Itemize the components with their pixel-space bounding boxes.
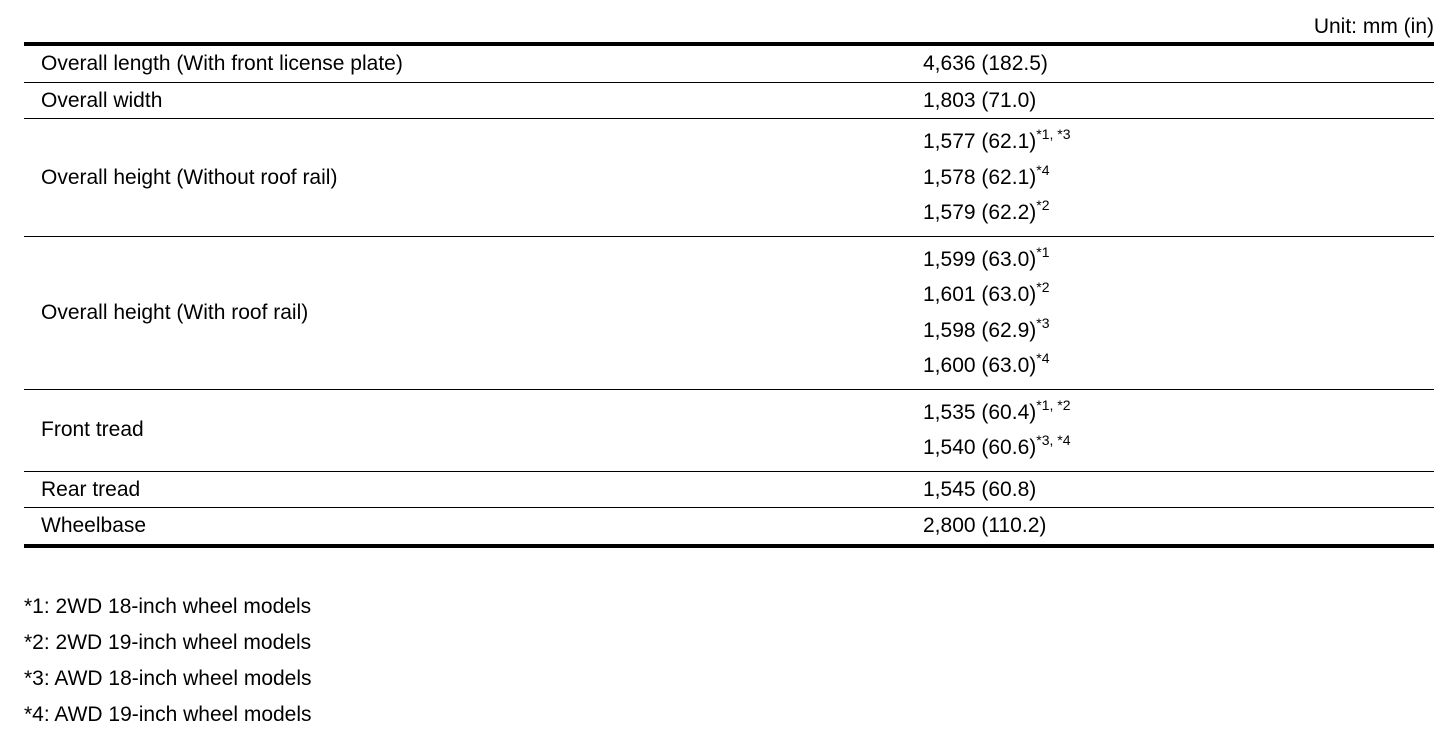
value-text: 1,545 (60.8) xyxy=(923,477,1037,501)
row-value xyxy=(923,472,1434,508)
row-value xyxy=(923,348,1434,384)
footnote: *2: 2WD 19-inch wheel models xyxy=(24,631,312,654)
row-value xyxy=(923,124,1434,160)
row-value xyxy=(923,242,1434,278)
footnote-ref: *4 xyxy=(1036,161,1050,178)
footnote-ref: *4 xyxy=(1036,350,1050,366)
row-value xyxy=(923,508,1434,544)
row-value-cell xyxy=(905,119,1434,237)
unit-label: Unit: mm (in) xyxy=(1313,15,1434,38)
row-label: Overall height (Without roof rail) xyxy=(24,119,905,237)
value-text: 2,800 (110.2) xyxy=(923,514,1047,537)
row-value-cell xyxy=(905,471,1434,508)
footnote: *4: AWD 19-inch wheel models xyxy=(24,703,312,726)
row-value xyxy=(923,46,1434,82)
row-value xyxy=(923,195,1434,231)
footnote-ref: *2 xyxy=(1036,197,1050,213)
footnote-ref: *1, *3 xyxy=(1036,126,1071,142)
row-value-cell xyxy=(905,508,1434,546)
value-text: 1,599 (63.0) xyxy=(923,247,1037,271)
row-value-cell xyxy=(905,389,1434,471)
row-value xyxy=(923,430,1434,466)
table-row xyxy=(24,389,1434,471)
value-text: 1,601 (63.0) xyxy=(923,283,1037,306)
table-row xyxy=(24,236,1434,389)
row-value xyxy=(923,313,1434,349)
footnote-ref: *2 xyxy=(1036,279,1050,295)
value-text: 1,535 (60.4) xyxy=(923,400,1037,424)
value-text: 1,598 (62.9) xyxy=(923,318,1037,342)
row-label: Overall height (With roof rail) xyxy=(24,236,905,389)
row-value xyxy=(923,277,1434,313)
row-label: Front tread xyxy=(24,389,905,471)
table-row xyxy=(24,82,1434,119)
value-text: 1,540 (60.6) xyxy=(923,436,1037,459)
footnote: *3: AWD 18-inch wheel models xyxy=(24,667,312,690)
value-text: 1,579 (62.2) xyxy=(923,201,1037,224)
row-value xyxy=(923,160,1434,196)
footnote: *1: 2WD 18-inch wheel models xyxy=(24,595,312,618)
value-text: 1,577 (62.1) xyxy=(923,130,1037,153)
footnotes xyxy=(24,589,312,733)
table-row xyxy=(24,44,1434,82)
footnote-ref: *1, *2 xyxy=(1036,396,1071,413)
value-text: 1,803 (71.0) xyxy=(923,88,1037,112)
footnote-ref: *1 xyxy=(1036,243,1050,260)
table-row xyxy=(24,471,1434,508)
row-value-cell xyxy=(905,44,1434,82)
table-row xyxy=(24,119,1434,237)
footnote-ref: *3 xyxy=(1036,314,1050,331)
row-value-cell xyxy=(905,82,1434,119)
row-label: Overall width xyxy=(24,82,905,119)
footnote-ref: *3, *4 xyxy=(1036,432,1071,448)
row-label: Overall length (With front license plate) xyxy=(41,52,403,75)
row-value xyxy=(923,83,1434,119)
value-text: 1,600 (63.0) xyxy=(923,354,1037,377)
value-text: 4,636 (182.5) xyxy=(923,52,1048,75)
row-label: Wheelbase xyxy=(24,508,905,546)
row-value-cell xyxy=(905,236,1434,389)
table-row xyxy=(24,508,1434,546)
value-text: 1,578 (62.1) xyxy=(923,165,1037,189)
row-value xyxy=(923,395,1434,431)
row-label: Rear tread xyxy=(24,471,905,508)
dimensions-table xyxy=(24,42,1434,548)
